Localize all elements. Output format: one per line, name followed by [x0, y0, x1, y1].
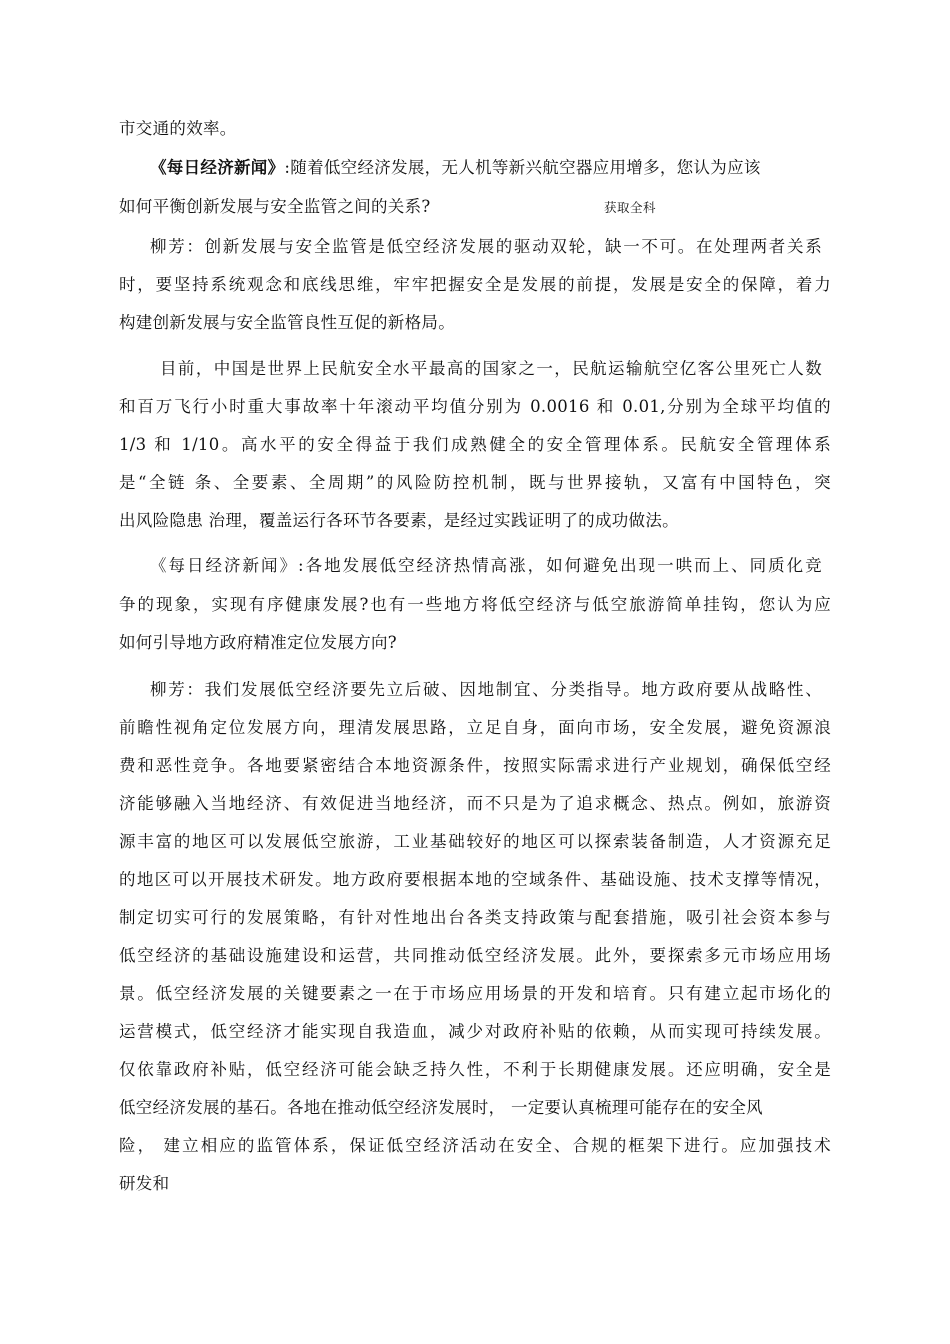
paragraph2-line-3: 1/3 和 1/10。高水平的安全得益于我们成熟健全的安全管理体系。民航安全管理体系 [119, 435, 831, 454]
question2-line-1: 《每日经济新闻》:各地发展低空经济热情高涨，如何避免出现一哄而上、同质化竞 [150, 556, 822, 575]
answer1-line-3: 构建创新发展与安全监管良性互促的新格局。 [119, 313, 455, 332]
question1-source: 《每日经济新闻》 [150, 158, 285, 177]
paragraph2-line-1: 目前，中国是世界上民航安全水平最高的国家之一，民航运输航空亿客公里死亡人数 [160, 359, 822, 378]
paragraph2-line-2: 和百万飞行小时重大事故率十年滚动平均值分别为 0.0016 和 0.01,分别为全球平均值的 [119, 397, 831, 416]
question2-line-2: 争的现象，实现有序健康发展?也有一些地方将低空经济与低空旅游简单挂钩，您认为应 [119, 595, 831, 614]
answer2-line-9: 景。低空经济发展的关键要素之一在于市场应用场景的开发和培育。只有建立起市场化的 [119, 984, 831, 1003]
answer2-line-1: 柳芳：我们发展低空经济要先立后破、因地制宜、分类指导。地方政府要从战略性、 [150, 680, 822, 699]
paragraph2-line-4: 是“全链 条、全要素、全周期”的风险防控机制，既与世界接轨，又富有中国特色，突 [119, 473, 831, 492]
answer2-line-3: 费和恶性竞争。各地要紧密结合本地资源条件，按照实际需求进行产业规划，确保低空经 [119, 756, 831, 775]
question2-line-3: 如何引导地方政府精准定位发展方向? [119, 633, 397, 652]
answer2-line-5: 源丰富的地区可以发展低空旅游，工业基础较好的地区可以探索装备制造，人才资源充足 [119, 832, 831, 851]
answer2-line-7: 制定切实可行的发展策略，有针对性地出台各类支持政策与配套措施，吸引社会资本参与 [119, 908, 831, 927]
paragraph-continuation: 市交通的效率。 [119, 119, 237, 138]
answer2-line-10: 运营模式，低空经济才能实现自我造血，减少对政府补贴的依赖，从而实现可持续发展。 [119, 1022, 831, 1041]
answer2-line-8: 低空经济的基础设施建设和运营，共同推动低空经济发展。此外，要探索多元市场应用场 [119, 946, 831, 965]
side-note: 获取全科 [604, 200, 657, 215]
answer2-line-13: 险， 建立相应的监管体系，保证低空经济活动在安全、合规的框架下进行。应加强技术 [119, 1136, 831, 1155]
answer2-line-4: 济能够融入当地经济、有效促进当地经济，而不只是为了追求概念、热点。例如，旅游资 [119, 794, 831, 813]
question1-line-2: 如何平衡创新发展与安全监管之间的关系? [119, 197, 431, 216]
answer2-line-6: 的地区可以开展技术研发。地方政府要根据本地的空域条件、基础设施、技术支撑等情况， [119, 870, 831, 889]
answer1-line-1: 柳芳：创新发展与安全监管是低空经济发展的驱动双轮，缺一不可。在处理两者关系 [150, 237, 822, 256]
answer2-line-11: 仅依靠政府补贴，低空经济可能会缺乏持久性，不利于长期健康发展。还应明确，安全是 [119, 1060, 831, 1079]
answer2-line-2: 前瞻性视角定位发展方向，理清发展思路，立足自身，面向市场，安全发展，避免资源浪 [119, 718, 831, 737]
answer1-line-2: 时，要坚持系统观念和底线思维，牢牢把握安全是发展的前提，发展是安全的保障，着力 [119, 275, 831, 294]
question1-text: :随着低空经济发展，无人机等新兴航空器应用增多，您认为应该 [284, 158, 761, 177]
paragraph2-line-5: 出风险隐患 治理，覆盖运行各环节各要素，是经过实践证明了的成功做法。 [119, 511, 679, 530]
answer2-line-14: 研发和 [119, 1174, 170, 1193]
question1-line-1 [150, 158, 761, 178]
answer2-line-12: 低空经济发展的基石。各地在推动低空经济发展时， 一定要认真梳理可能存在的安全风 [119, 1098, 763, 1117]
